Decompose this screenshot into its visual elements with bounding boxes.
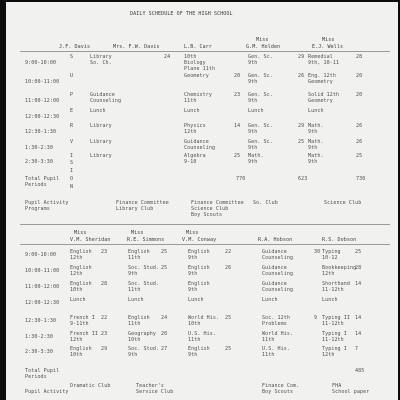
vertical-label: O <box>70 176 74 182</box>
schedule-cell: 20 <box>356 92 363 98</box>
teacher-name: E.J. Wells <box>312 44 344 50</box>
schedule-cell: 9th <box>248 129 258 135</box>
time-slot: 12:30-1:30 <box>25 129 57 135</box>
teacher-name: Mrs. F.W. Davis <box>113 44 160 50</box>
vertical-label: U <box>70 73 74 79</box>
schedule-cell: Guidance <box>262 265 287 271</box>
schedule-cell: 9-11th <box>70 321 89 327</box>
schedule-cell: 25 <box>356 153 363 159</box>
time-slot: 9:00-10:00 <box>25 60 57 66</box>
schedule-cell: 22 <box>101 315 108 321</box>
schedule-cell: English <box>70 346 92 352</box>
schedule-cell: Guidance <box>184 139 209 145</box>
schedule-cell: Math. <box>308 123 324 129</box>
total-label: Periods <box>25 374 47 380</box>
activity-cell: Library Club <box>116 206 154 212</box>
teacher-name: V.M. Sheridan <box>70 237 111 243</box>
schedule-cell: Gen. Sc. <box>248 123 273 129</box>
schedule-cell: 11-12th <box>322 287 344 293</box>
schedule-cell: 9th <box>248 79 258 85</box>
schedule-cell: 9th <box>188 287 198 293</box>
time-slot: 2:30-3:30 <box>25 159 53 165</box>
schedule-cell: 9th <box>308 159 318 165</box>
schedule-cell: 25 <box>225 346 232 352</box>
schedule-cell: 11th <box>128 287 141 293</box>
document-title: DAILY SCHEDULE OF THE HIGH SCHOOL <box>130 11 233 17</box>
schedule-cell: English <box>128 249 150 255</box>
schedule-cell: Chemistry <box>184 92 212 98</box>
time-slot: 12:30-1:30 <box>25 318 57 324</box>
schedule-cell: 9th <box>128 271 138 277</box>
total-label: Periods <box>25 182 47 188</box>
schedule-cell: 14 <box>355 281 362 287</box>
schedule-cell: 11th <box>262 352 275 358</box>
schedule-cell: Soc. Stud. <box>128 346 160 352</box>
schedule-cell: 28 <box>355 265 362 271</box>
schedule-cell: 14 <box>355 331 362 337</box>
time-slot: 1:30-2:30 <box>25 334 53 340</box>
schedule-cell: Guidance <box>262 249 287 255</box>
vertical-label: P <box>70 92 74 98</box>
teacher-title: Miss <box>322 37 335 43</box>
schedule-cell: English <box>70 281 92 287</box>
schedule-cell: Geography <box>128 331 156 337</box>
total-label: Total Pupil <box>25 368 60 374</box>
activity-cell: Science Club <box>324 200 362 206</box>
schedule-cell: 9th <box>308 129 318 135</box>
schedule-cell: 26 <box>356 123 363 129</box>
time-slot: 10:00-11:00 <box>25 79 60 85</box>
schedule-cell: Geometry <box>308 79 333 85</box>
schedule-cell: Gen. Sc. <box>248 73 273 79</box>
time-slot: 1:30-2:30 <box>25 145 53 151</box>
schedule-cell: Physics <box>184 123 206 129</box>
time-slot: 2:30-3:30 <box>25 349 53 355</box>
schedule-cell: 23 <box>101 331 108 337</box>
teacher-name: L.B. Carr <box>184 44 212 50</box>
schedule-cell: 10th <box>184 54 197 60</box>
vertical-label: S <box>70 54 74 60</box>
schedule-cell: Library <box>90 153 112 159</box>
schedule-cell: 12th <box>184 129 197 135</box>
vertical-label: E <box>70 108 74 114</box>
schedule-cell: 9th <box>188 271 198 277</box>
teacher-name: R.E. Simmons <box>127 237 165 243</box>
schedule-cell: Lunch <box>248 108 264 114</box>
schedule-cell: 26 <box>225 265 232 271</box>
vertical-label: I <box>70 153 74 159</box>
activity-cell: Finance Com. <box>262 383 300 389</box>
activity-cell: Boy Scouts <box>191 212 223 218</box>
activity-cell: School paper <box>332 389 370 395</box>
time-slot: 10:00-11:00 <box>25 268 60 274</box>
teacher-name: G.M. Holden <box>246 44 281 50</box>
schedule-cell: Counseling <box>262 287 294 293</box>
schedule-cell: Counseling <box>184 145 216 151</box>
schedule-cell: 24 <box>164 54 171 60</box>
time-slot: 12:00-12:30 <box>25 114 60 120</box>
schedule-cell: 23 <box>234 92 241 98</box>
schedule-cell: 7 <box>355 346 359 352</box>
schedule-cell: 25 <box>298 139 305 145</box>
schedule-cell: Soc. Stud. <box>128 265 160 271</box>
schedule-cell: Guidance <box>262 281 287 287</box>
schedule-cell: 22 <box>225 249 232 255</box>
schedule-cell: 27 <box>161 346 168 352</box>
schedule-cell: Guidance <box>90 92 115 98</box>
schedule-cell: Typing II <box>322 315 350 321</box>
header-rule <box>20 244 390 245</box>
schedule-cell: 14 <box>355 315 362 321</box>
schedule-cell: Biology <box>184 60 206 66</box>
schedule-cell: Bookkeeping <box>322 265 357 271</box>
total-value: 623 <box>298 176 308 182</box>
schedule-cell: 10th <box>128 337 141 343</box>
schedule-cell: 12th <box>322 271 335 277</box>
schedule-cell: 11-12th <box>322 337 344 343</box>
schedule-cell: 28 <box>101 281 108 287</box>
schedule-cell: 9th, 10-11 <box>308 60 340 66</box>
schedule-cell: Remedial <box>308 54 333 60</box>
schedule-cell: Math. <box>308 153 324 159</box>
time-slot: 9:00-10:00 <box>25 252 57 258</box>
schedule-cell: Lunch <box>188 297 204 303</box>
schedule-cell: 25 <box>161 249 168 255</box>
schedule-cell: English <box>70 249 92 255</box>
activity-cell: Service Club <box>136 389 174 395</box>
activity-label: Programs <box>25 206 50 212</box>
activity-cell: Teacher's <box>136 383 164 389</box>
schedule-cell: Gen. Sc. <box>248 54 273 60</box>
schedule-cell: Math. <box>308 139 324 145</box>
schedule-cell: 10th <box>188 321 201 327</box>
schedule-cell: 26 <box>356 139 363 145</box>
schedule-cell: 11th <box>262 337 275 343</box>
document-page <box>6 2 398 400</box>
schedule-cell: 12th <box>70 255 83 261</box>
teacher-name: J.F. Davis <box>59 44 91 50</box>
schedule-cell: 25 <box>234 153 241 159</box>
schedule-cell: 30 <box>314 249 321 255</box>
total-value: 770 <box>236 176 246 182</box>
schedule-cell: 11th <box>184 98 197 104</box>
schedule-cell: 14 <box>234 123 241 129</box>
schedule-cell: Geometry <box>184 73 209 79</box>
activity-label: Pupil Activity <box>25 389 69 395</box>
vertical-label: S <box>70 160 74 166</box>
schedule-cell: 11th <box>128 321 141 327</box>
activity-cell: FHA <box>332 383 342 389</box>
schedule-cell: 20 <box>234 73 241 79</box>
schedule-cell: Gen. Sc. <box>248 139 273 145</box>
schedule-cell: Algebra <box>184 153 206 159</box>
schedule-cell: English <box>188 281 210 287</box>
schedule-cell: 23 <box>101 249 108 255</box>
schedule-cell: Library <box>90 139 112 145</box>
schedule-cell: Problems <box>262 321 287 327</box>
schedule-cell: Lunch <box>90 108 106 114</box>
teacher-name: V.M. Conway <box>182 237 217 243</box>
schedule-cell: So. Ch. <box>90 60 112 66</box>
schedule-cell: 11-12th <box>322 321 344 327</box>
schedule-cell: English <box>188 249 210 255</box>
schedule-cell: English <box>70 265 92 271</box>
vertical-label: I <box>70 168 74 174</box>
schedule-cell: Math. <box>248 153 264 159</box>
schedule-cell: 20 <box>161 331 168 337</box>
schedule-cell: U.S. His. <box>188 331 216 337</box>
schedule-cell: 12th <box>322 352 335 358</box>
schedule-cell: Typing I <box>322 331 347 337</box>
total-value: 730 <box>356 176 366 182</box>
schedule-cell: 12th <box>70 271 83 277</box>
schedule-cell: U.S. His. <box>262 346 290 352</box>
schedule-cell: Library <box>90 123 112 129</box>
schedule-cell: 29 <box>298 54 305 60</box>
schedule-cell: English <box>188 265 210 271</box>
section-divider <box>20 224 390 225</box>
schedule-cell: 25 <box>355 249 362 255</box>
schedule-cell: 9th <box>188 352 198 358</box>
schedule-cell: World His. <box>262 331 294 337</box>
activity-cell: Finance Committee <box>116 200 169 206</box>
schedule-cell: 11th <box>188 337 201 343</box>
activity-cell: Dramatic Club <box>70 383 111 389</box>
time-slot: 11:00-12:00 <box>25 98 60 104</box>
teacher-name: R.S. Dobson <box>322 237 357 243</box>
schedule-cell: Solid 12th <box>308 92 340 98</box>
header-rule <box>20 51 390 52</box>
schedule-cell: Library <box>90 54 112 60</box>
schedule-cell: 28 <box>356 54 363 60</box>
schedule-cell: 26 <box>298 73 305 79</box>
schedule-cell: 11th <box>128 255 141 261</box>
schedule-cell: Geometry <box>308 98 333 104</box>
teacher-title: Miss <box>74 230 87 236</box>
total-value: 485 <box>355 368 365 374</box>
time-slot: 12:00-12:30 <box>25 300 60 306</box>
schedule-cell: French II <box>70 331 98 337</box>
schedule-cell: Shorthand <box>322 281 350 287</box>
schedule-cell: Lunch <box>184 108 200 114</box>
teacher-title: Miss <box>256 37 269 43</box>
schedule-cell: 9th <box>248 60 258 66</box>
schedule-cell: Counseling <box>90 98 122 104</box>
activity-cell: Science Club <box>191 206 229 212</box>
activity-cell: So. Club <box>253 200 278 206</box>
schedule-cell: 12th <box>70 337 83 343</box>
schedule-cell: Lunch <box>70 297 86 303</box>
schedule-cell: World His. <box>188 315 220 321</box>
schedule-cell: Lunch <box>308 108 324 114</box>
activity-cell: Finance Committee <box>191 200 244 206</box>
schedule-cell: 10-12 <box>322 255 338 261</box>
schedule-cell: 10th <box>70 352 83 358</box>
schedule-cell: English <box>128 315 150 321</box>
schedule-cell: 9-10 <box>184 159 197 165</box>
schedule-cell: Typing <box>322 249 341 255</box>
activity-cell: Boy Scouts <box>262 389 294 395</box>
schedule-cell: Gen. Sc. <box>248 92 273 98</box>
schedule-cell: French I <box>70 315 95 321</box>
vertical-label: N <box>70 184 74 190</box>
schedule-cell: 9 <box>314 315 318 321</box>
schedule-cell: Eng. 12th <box>308 73 336 79</box>
schedule-cell: Counseling <box>262 255 294 261</box>
schedule-cell: Lunch <box>128 297 144 303</box>
vertical-label: R <box>70 123 74 129</box>
schedule-cell: 9th <box>188 255 198 261</box>
schedule-cell: 9th <box>248 98 258 104</box>
schedule-cell: Lunch <box>262 297 278 303</box>
time-slot: 11:00-12:00 <box>25 284 60 290</box>
teacher-title: Miss <box>131 230 144 236</box>
total-label: Total Pupil <box>25 176 60 182</box>
schedule-cell: 29 <box>298 123 305 129</box>
schedule-cell: Lunch <box>322 297 338 303</box>
schedule-cell: 9th <box>248 159 258 165</box>
schedule-cell: Counseling <box>262 271 294 277</box>
schedule-cell: 25 <box>225 315 232 321</box>
schedule-cell: English <box>188 346 210 352</box>
schedule-cell: Typing I <box>322 346 347 352</box>
schedule-cell: 29 <box>101 346 108 352</box>
teacher-title: Miss <box>186 230 199 236</box>
vertical-label: V <box>70 139 74 145</box>
schedule-cell: Soc. 12th <box>262 315 290 321</box>
teacher-name: R.A. Hobson <box>258 237 293 243</box>
schedule-cell: Soc. Stud. <box>128 281 160 287</box>
schedule-cell: 20 <box>356 73 363 79</box>
schedule-cell: 24 <box>161 315 168 321</box>
schedule-cell: 9th <box>248 145 258 151</box>
schedule-cell: 10th <box>70 287 83 293</box>
schedule-cell: Plane 11th <box>184 66 216 72</box>
schedule-cell: 25 <box>161 265 168 271</box>
schedule-cell: 9th <box>308 145 318 151</box>
activity-label: Pupil Activity <box>25 200 69 206</box>
schedule-cell: 9th <box>128 352 138 358</box>
